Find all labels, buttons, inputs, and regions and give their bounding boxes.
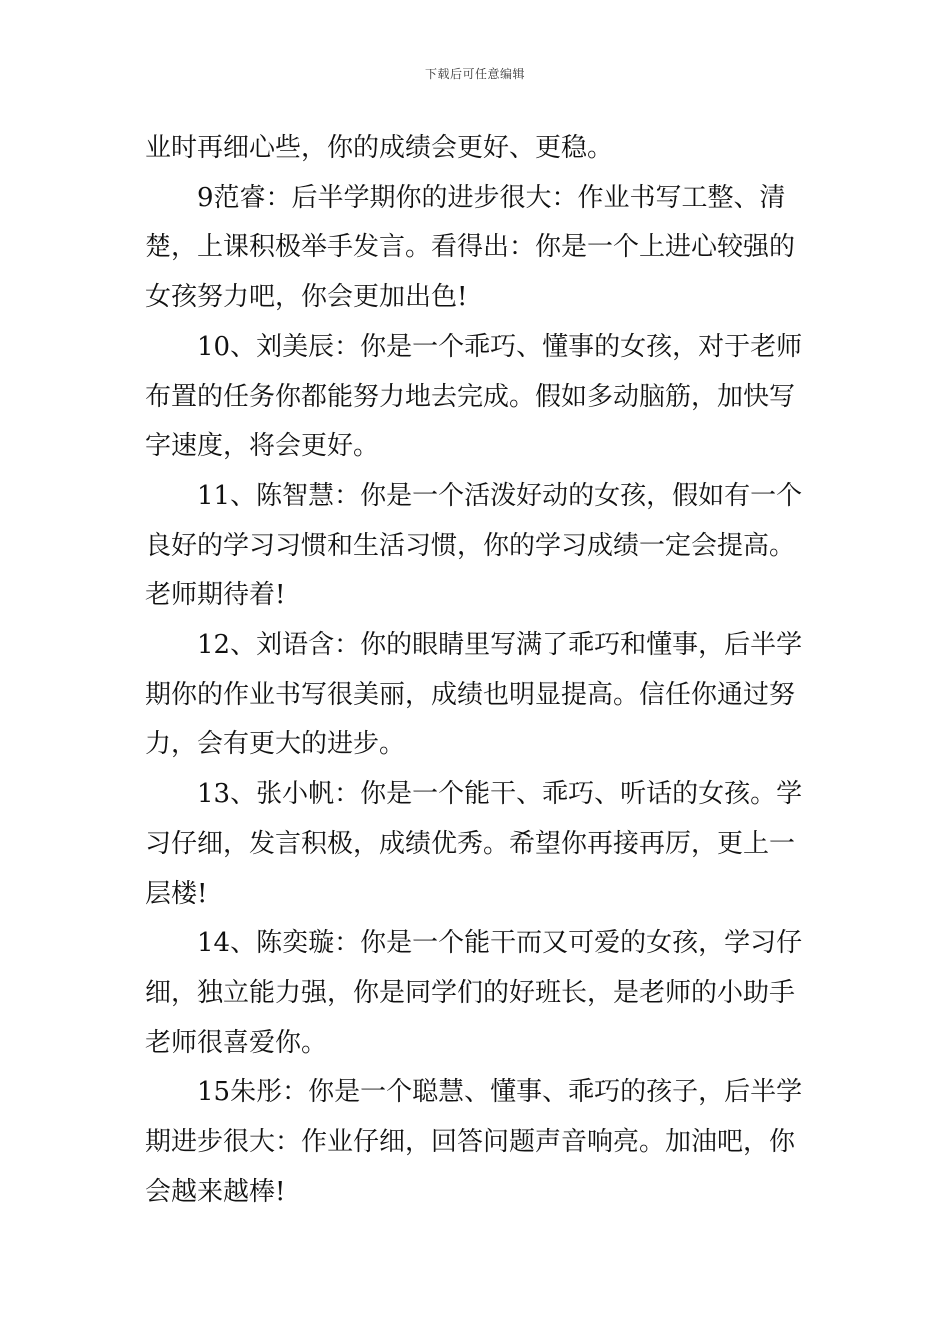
- page-header: 下载后可任意编辑: [424, 67, 525, 81]
- paragraph-comment-10: 10、刘美辰：你是一个乖巧、懂事的女孩，对于老师布置的任务你都能努力地去完成。假如多动脑筋，加快写字速度，将会更好。: [145, 331, 803, 462]
- paragraph-comment-14: 14、陈奕璇：你是一个能干而又可爱的女孩，学习仔细，独立能力强，你是同学们的好班长，是老师的小助手老师很喜爱你。: [145, 928, 803, 1058]
- paragraph-comment-12: 12、刘语含：你的眼睛里写满了乖巧和懂事，后半学期你的作业书写很美丽，成绩也明显提高。信任你通过努力，会有更大的进步。: [145, 630, 803, 760]
- paragraph-comment-13: 13、张小帆：你是一个能干、乖巧、听话的女孩。学习仔细，发言积极，成绩优秀。希望你再接再厉，更上一层楼!: [145, 779, 803, 909]
- paragraph-continuation: 业时再细心些，你的成绩会更好、更稳。: [145, 133, 614, 163]
- paragraph-comment-11: 11、陈智慧：你是一个活泼好动的女孩，假如有一个良好的学习习惯和生活习惯，你的学习成绩一定会提高。老师期待着!: [145, 480, 803, 611]
- document-body: [145, 124, 815, 1217]
- paragraph-comment-9: 9范睿：后半学期你的进步很大：作业书写工整、清楚，上课积极举手发言。看得出：你是一个上进心较强的女孩努力吧，你会更加出色!: [145, 182, 796, 313]
- paragraph-comment-15: 15朱彤：你是一个聪慧、懂事、乖巧的孩子，后半学期进步很大：作业仔细，回答问题声音响亮。加油吧，你会越来越棒!: [145, 1077, 803, 1207]
